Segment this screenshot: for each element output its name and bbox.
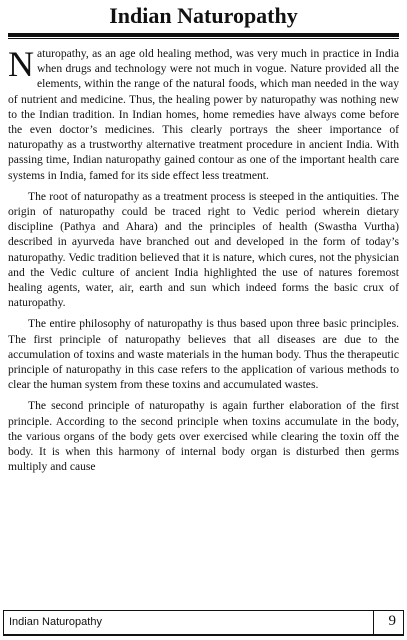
running-title: Indian Naturopathy: [9, 616, 102, 628]
footer-border-left: [3, 610, 4, 636]
page-number: 9: [388, 613, 396, 629]
paragraph-1-text: aturopathy, as an age old healing method, was very much in practice in India when drugs and technology were not much in vogue. Nature provided all the elements, within the range of the natural foods, which man needed in the way of nutrient and medicine. Thus, the healing power by naturopathy was nothing new to the Indian tradition. In Indian homes, home remedies have always come before the even doctor’s medicines. This clearly portrays the sheer importance of naturopathy as a trustworthy alternative treatment procedure in ancient India. With passing time, Indian naturopathy gained contour as one of the important health care systems in India, famed for its side effect less treatment.: [8, 47, 399, 182]
paragraph-3: The entire philosophy of naturopathy is thus based upon three basic principles. The first principle of naturopathy believes that all diseases are due to the accumulation of toxins and waste materials in the human body. Thus the therapeutic principle of naturopathy in this case refers to the application of various methods to clear the human system from these toxins and accumulated wastes.: [8, 317, 399, 392]
drop-cap: N: [8, 46, 34, 84]
footer-divider: [373, 610, 374, 636]
page-header: [8, 2, 399, 42]
footer-border-right: [403, 610, 404, 636]
body-text: [8, 46, 399, 606]
paragraph-1: [8, 46, 399, 183]
header-rule-thick: [8, 33, 399, 37]
paragraph-4: The second principle of naturopathy is again further elaboration of the first principle. According to the second principle when toxins accumulate in the body, the various organs of the body gets over exercised while clearing the toxin off the body. It is when this harmony of internal body organ is disturbed then germs multiply and cause: [8, 399, 399, 474]
page-footer: [3, 610, 404, 636]
footer-rule-top: [3, 610, 404, 611]
footer-rule-bottom: [3, 634, 404, 636]
header-rule-thin: [8, 38, 399, 39]
paragraph-2: The root of naturopathy as a treatment process is steeped in the antiquities. The origin of naturopathy could be traced right to Vedic period wherein dietary discipline (Pathya and Ahara) and the principles of health (Swastha Vurtha) described in ayurveda have branched out and developed in the form of today’s naturopathy. Vedic tradition believed that it is nature, which cures, not the physician and the Vedic culture of ancient India highlighted the use of natures foremost healing agents, water, air, earth and sun which indeed forms the basic crux of naturopathy.: [8, 189, 399, 310]
page-title: Indian Naturopathy: [109, 3, 298, 28]
